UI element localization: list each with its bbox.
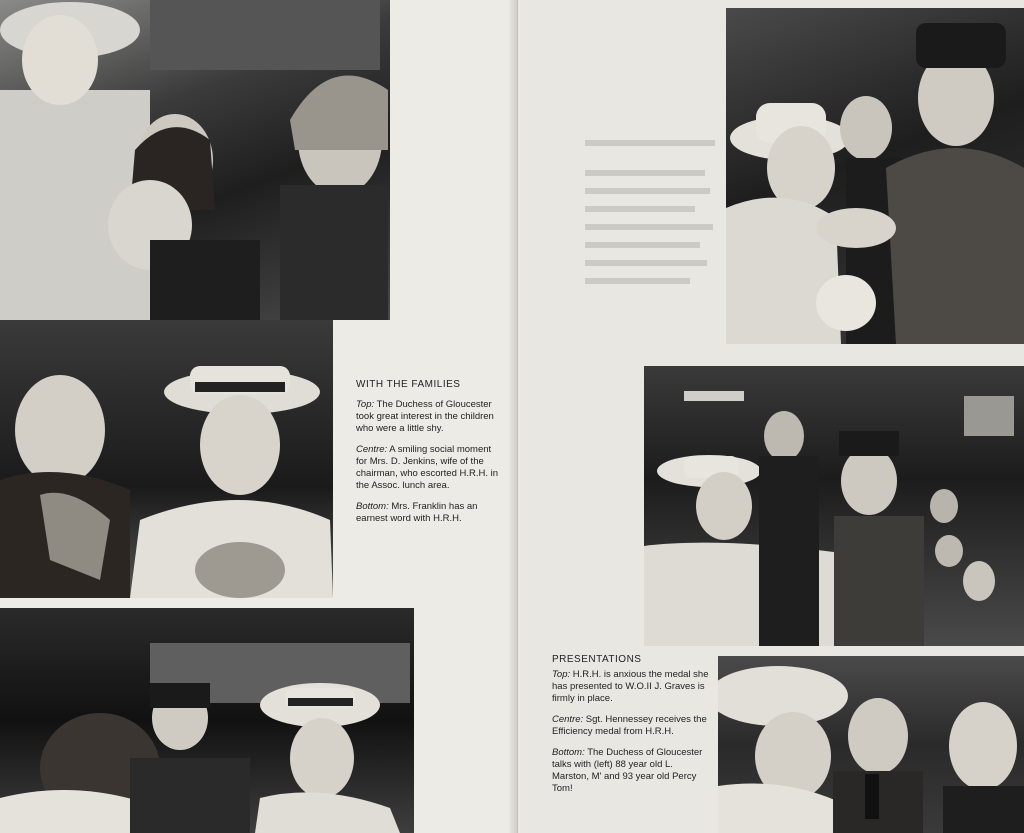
photo-mrs-jenkins bbox=[0, 320, 333, 598]
presentations-heading: PRESENTATIONS bbox=[552, 654, 642, 665]
show-through-text bbox=[585, 130, 725, 300]
families-top-caption: Top: The Duchess of Gloucester took great interest in the children who were a little shy. bbox=[356, 399, 494, 434]
families-bottom-caption: Bottom: Mrs. Franklin has an earnest word with H.R.H. bbox=[356, 501, 478, 524]
photo-hennessey-medal bbox=[644, 366, 1024, 646]
families-heading: WITH THE FAMILIES bbox=[356, 379, 461, 390]
photo-children bbox=[0, 0, 390, 320]
photo-mrs-franklin bbox=[0, 608, 414, 833]
presentations-bottom-caption: Bottom: The Duchess of Gloucester talks with (left) 88 year old L. Marston, M' and 93 year old Percy Tom! bbox=[552, 747, 703, 794]
caption-with-the-families bbox=[356, 379, 502, 534]
families-centre-caption: Centre: A smiling social moment for Mrs. D. Jenkins, wife of the chairman, who escorted H.R.H. in the Assoc. lunch area. bbox=[356, 444, 499, 491]
caption-presentations bbox=[552, 654, 710, 804]
photo-graves-medal bbox=[726, 8, 1024, 344]
photo-marston-percy-tom bbox=[718, 656, 1024, 833]
presentations-centre-caption: Centre: Sgt. Hennessey receives the Efficiency medal from H.R.H. bbox=[552, 714, 707, 737]
presentations-top-caption: Top: H.R.H. is anxious the medal she has presented to W.O.II J. Graves is firmly in place. bbox=[552, 669, 709, 704]
